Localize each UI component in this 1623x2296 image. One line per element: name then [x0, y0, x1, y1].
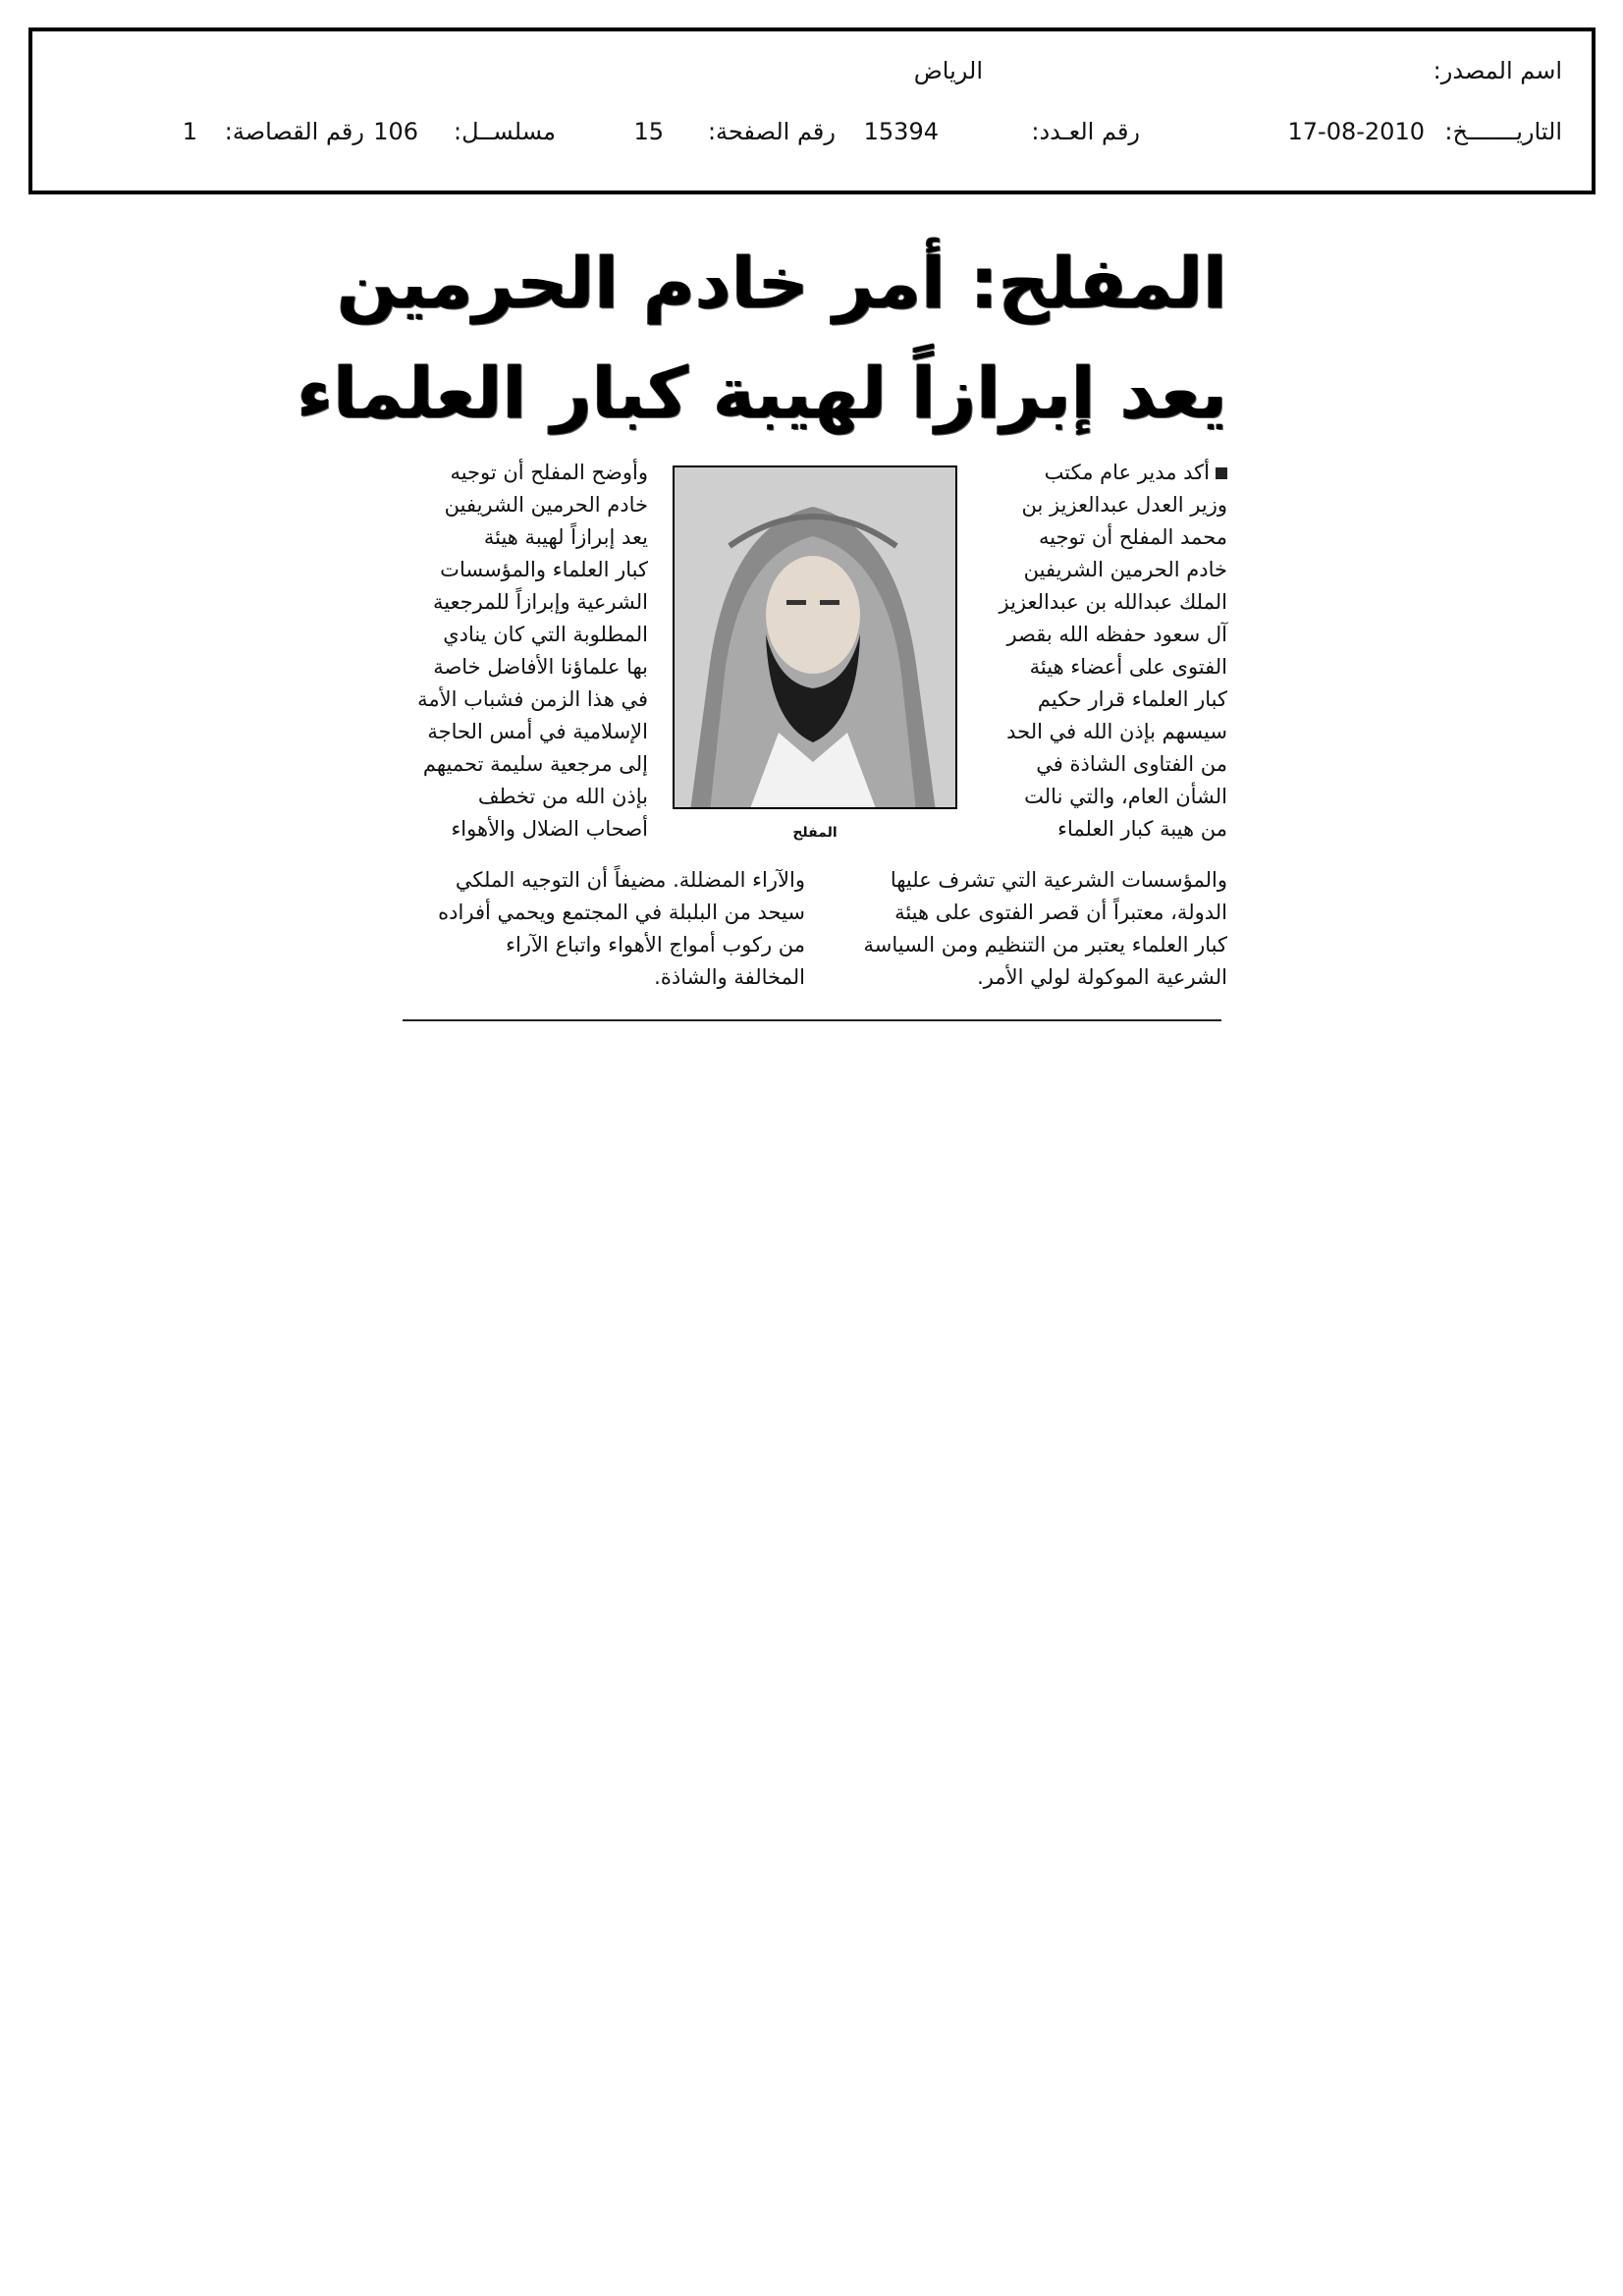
- headline-line-1: المفلح: أمر خادم الحرمين: [337, 242, 1227, 324]
- clip-label: رقم القصاصة:: [224, 118, 364, 145]
- date-label: التاريـــــــخ:: [1444, 118, 1562, 145]
- page-label: رقم الصفحة:: [707, 118, 836, 145]
- article-bottom-left: والآراء المضللة. مضيفاً أن التوجيه الملكي سيحد من البلبلة في المجتمع ويحمي أفراده من ركوب أمواج الأهواء واتباع الآراء المخالفة والشاذة.: [438, 868, 805, 989]
- source-value: الرياض: [913, 57, 983, 84]
- issue-label: رقم العـدد:: [1031, 118, 1140, 145]
- photo-caption: المفلح: [792, 825, 838, 841]
- clipping-header-box: [28, 27, 1596, 194]
- article-column-right-text: أكد مدير عام مكتب وزير العدل عبدالعزيز بن محمد المفلح أن توجيه خادم الحرمين الشريفين الملك عبدالله بن عبدالعزيز آل سعود حفظه الله بقصر الفتوى على أعضاء هيئة كبار العلماء قرار حكيم سيسهم بإذن الله في الحد من الفتاوى الشاذة في الشأن العام، والتي نالت من هيبة كبار العلماء: [999, 461, 1227, 841]
- article-clipping: [297, 236, 1227, 1021]
- source-label: اسم المصدر:: [1433, 57, 1562, 84]
- headline-line-2: يعد إبرازاً لهيبة كبار العلماء: [297, 352, 1227, 434]
- portrait-illustration: [673, 467, 955, 809]
- bullet-square-icon: [1216, 467, 1227, 479]
- article-column-left: وأوضح المفلح أن توجيه خادم الحرمين الشريفين يعد إبرازاً لهيبة هيئة كبار العلماء والمؤسسات الشرعية وإبرازاً للمرجعية المطلوبة التي كان ينادي بها علماؤنا الأفاضل خاصة في هذا الزمن فشباب الأمة الإسلامية في أمس الحاجة إلى مرجعية سليمة تحميهم بإذن الله من تخطف أصحاب الضلال والأهواء: [417, 461, 648, 841]
- date-value: 17-08-2010: [1287, 118, 1425, 145]
- issue-value: 15394: [863, 118, 939, 145]
- serial-label: مسلســل:: [454, 118, 556, 145]
- serial-value: 106: [373, 118, 418, 145]
- article-bottom-right: والمؤسسات الشرعية التي تشرف عليها الدولة، معتبراً أن قصر الفتوى على هيئة كبار العلماء يعتبر من التنظيم ومن السياسة الشرعية الموكولة لولي الأمر.: [863, 868, 1227, 989]
- clip-value: 1: [182, 118, 197, 145]
- page-value: 15: [633, 118, 664, 145]
- article-bottom-rule: [403, 1019, 1221, 1021]
- portrait-photo: [673, 465, 957, 809]
- article-column-right: [972, 457, 1227, 846]
